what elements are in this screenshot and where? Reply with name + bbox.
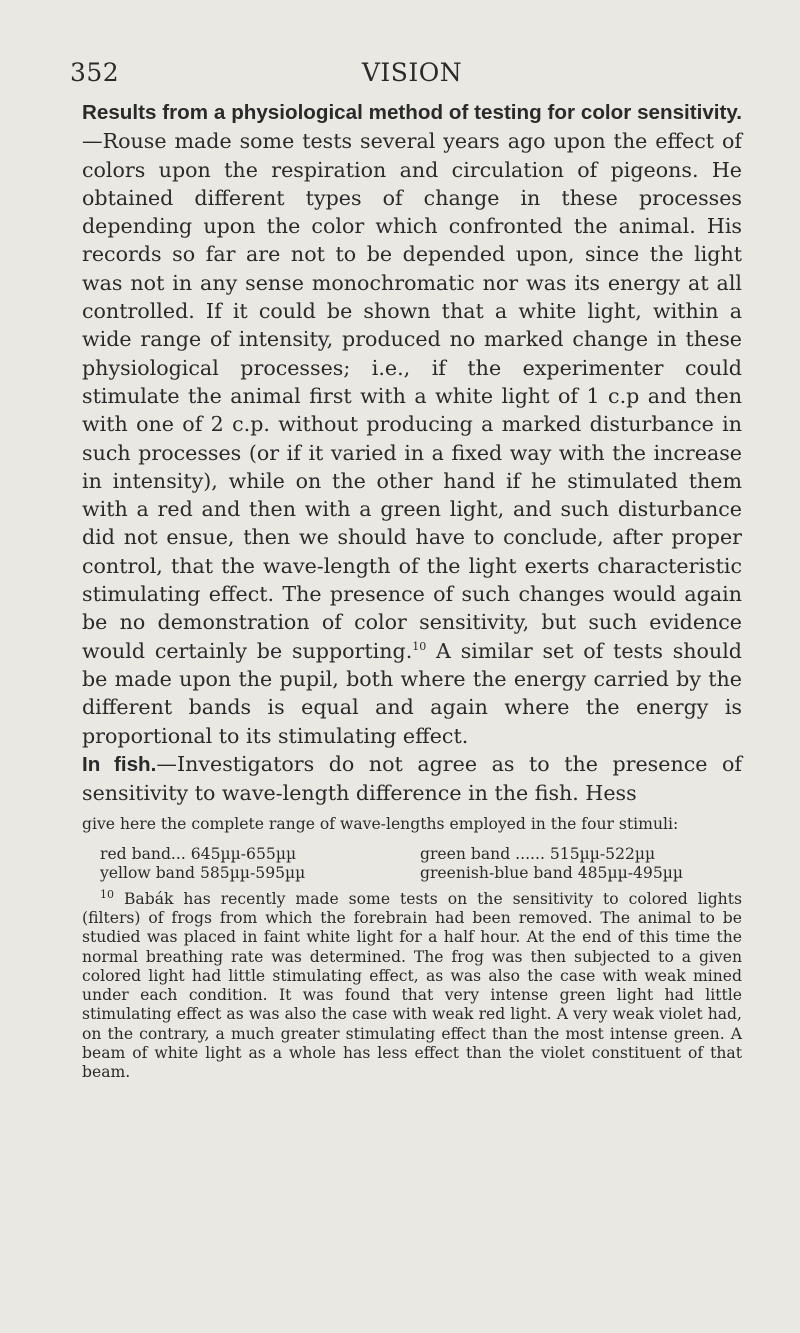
wavelength-table xyxy=(82,845,742,884)
band-greenish-blue: greenish-blue band 485µµ-495µµ xyxy=(420,864,684,883)
footnote-reference: 10 xyxy=(412,639,427,653)
paragraph-fish-text: —Investigators do not agree as to the presence of sensitivity to wave-length difference in the fish. Hess xyxy=(82,751,742,806)
footnote xyxy=(82,887,742,1083)
band-red: red band... 645µµ-655µµ xyxy=(100,844,297,863)
paragraph-text-a: —Rouse made some tests several years ago upon the effect of colors upon the respiration and circulation of pigeons. He obtained different types of change in these processes depending upon the color which confronted the animal. His records so far are not to be depended upon, since the light was not in any sense monochromatic nor was its energy at all controlled. If it could be shown that a white light, within a wide range of intensity, produced no marked change in these physiological processes; i.e., if the experimenter could stimulate the animal first with a white light of 1 c.p and then with one of 2 c.p. without producing a marked disturbance in such processes (or if it varied in a fixed way with the increase in intensity), while on the other hand if he stimulated them with a red and then with a green light, and such disturbance did not ensue, then we should have to conclude, after proper control, that the wave-length of the light exerts characteristic stimulating effect. The presence of such changes would again be no demonstration of color sensitivity, but such evidence would certainly be supporting. xyxy=(82,129,742,663)
footnote-text: Babák has recently made some tests on the sensitivity to colored lights (filters) of frogs from which the forebrain had been removed. The animal to be studied was placed in faint white light for a half hour. At the end of this time the normal breathing rate was determined. The frog was then subjected to a given colored light had little stimulating effect, as was also the case with weak mined under each condition. It was found that very intense green light had little stimulating effect as was also the case with weak red light. A very weak violet had, on the contrary, a much greater stimulating effect than the most intense green. A beam of white light as a whole has less effect than the violet constituent of that beam. xyxy=(82,889,742,1082)
band-green: green band ...... 515µµ-522µµ xyxy=(420,844,656,863)
wavelength-row xyxy=(82,864,742,884)
wavelength-row xyxy=(82,845,742,865)
section-lead-fish: In fish. xyxy=(82,752,157,776)
band-yellow: yellow band 585µµ-595µµ xyxy=(100,864,306,883)
footnote-number: 10 xyxy=(100,887,114,901)
wavelength-intro: give here the complete range of wave-lengths employed in the four stimuli: xyxy=(82,815,679,834)
paragraph-fish xyxy=(82,750,742,808)
paragraph-text-b: A similar set of tests should be made upon the pupil, both where the energy carried by the different bands is equal and again where the energy is proportional to its stimulating effect. xyxy=(82,638,742,748)
book-page xyxy=(70,58,742,1083)
page-header xyxy=(70,58,742,98)
paragraph-color-sensitivity xyxy=(82,98,742,750)
running-head: VISION xyxy=(361,58,463,87)
page-number: 352 xyxy=(70,58,120,87)
section-lead-results: Results from a physiological method of testing for color sensitivity. xyxy=(82,101,742,124)
